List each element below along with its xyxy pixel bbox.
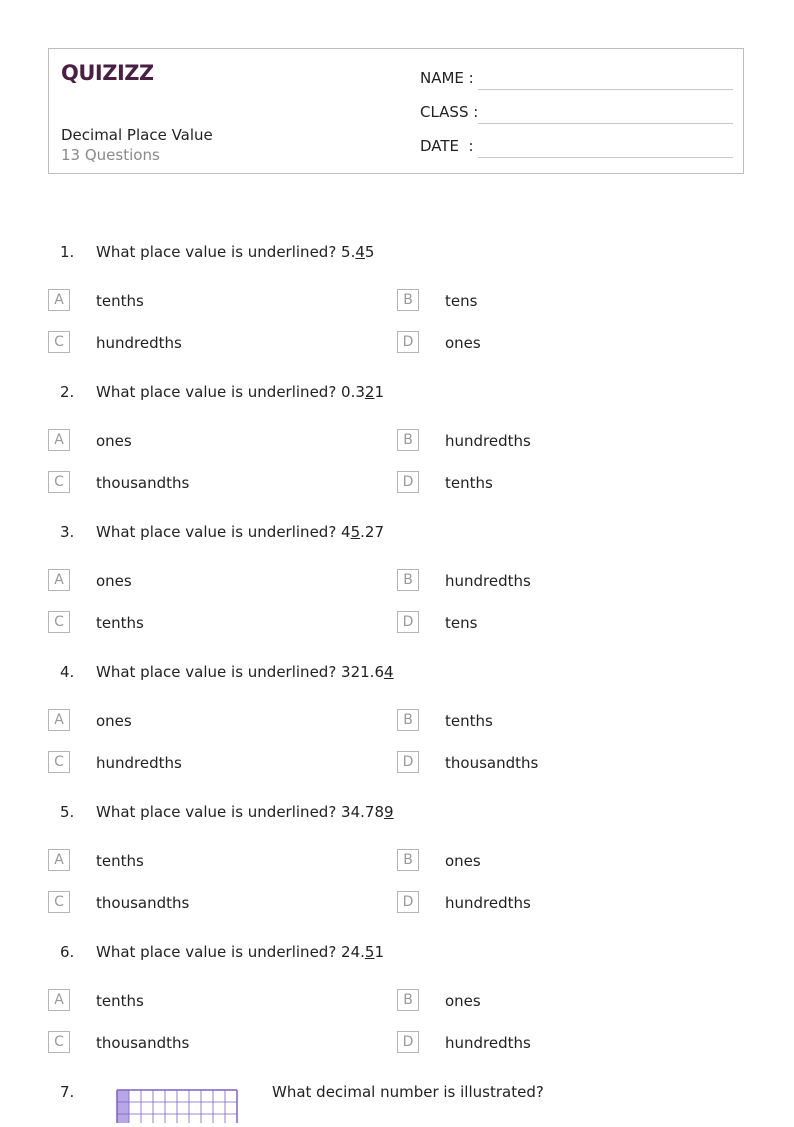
option-letter-box[interactable]: C bbox=[48, 611, 70, 633]
option-text[interactable]: tenths bbox=[96, 614, 144, 632]
option-letter-box[interactable]: C bbox=[48, 331, 70, 353]
option-text[interactable]: ones bbox=[96, 432, 132, 450]
option-letter-box[interactable]: A bbox=[48, 569, 70, 591]
option-letter-box[interactable]: C bbox=[48, 1031, 70, 1053]
question-number: 3. bbox=[60, 523, 75, 541]
option-letter-box[interactable]: D bbox=[397, 751, 419, 773]
option-letter-box[interactable]: A bbox=[48, 429, 70, 451]
option-letter-box[interactable]: D bbox=[397, 471, 419, 493]
option-letter-box[interactable]: C bbox=[48, 471, 70, 493]
option-text[interactable]: ones bbox=[96, 572, 132, 590]
question-number: 4. bbox=[60, 663, 75, 681]
option-text[interactable]: tenths bbox=[445, 712, 493, 730]
option-text[interactable]: tens bbox=[445, 292, 478, 310]
decimal-grid-illustration bbox=[116, 1089, 238, 1127]
question-text: What place value is underlined? 0.321 bbox=[96, 383, 384, 401]
option-text[interactable]: hundredths bbox=[96, 334, 182, 352]
question-number: 1. bbox=[60, 243, 75, 261]
question-text: What place value is underlined? 5.45 bbox=[96, 243, 375, 261]
option-text[interactable]: thousandths bbox=[96, 894, 190, 912]
question-text: What place value is underlined? 45.27 bbox=[96, 523, 384, 541]
question-number: 6. bbox=[60, 943, 75, 961]
question-number: 2. bbox=[60, 383, 75, 401]
question-text: What place value is underlined? 321.64 bbox=[96, 663, 394, 681]
option-text[interactable]: hundredths bbox=[96, 754, 182, 772]
option-text[interactable]: hundredths bbox=[445, 894, 531, 912]
option-text[interactable]: hundredths bbox=[445, 572, 531, 590]
option-text[interactable]: ones bbox=[445, 852, 481, 870]
worksheet-header bbox=[48, 48, 744, 174]
option-text[interactable]: thousandths bbox=[96, 1034, 190, 1052]
option-letter-box[interactable]: D bbox=[397, 891, 419, 913]
quizizz-logo bbox=[61, 58, 153, 92]
worksheet-title: Decimal Place Value bbox=[61, 126, 213, 144]
option-letter-box[interactable]: D bbox=[397, 1031, 419, 1053]
option-letter-box[interactable]: B bbox=[397, 989, 419, 1011]
option-text[interactable]: tens bbox=[445, 614, 478, 632]
hundred-grid-svg bbox=[116, 1089, 238, 1123]
option-text[interactable]: ones bbox=[445, 334, 481, 352]
option-text[interactable]: tenths bbox=[96, 852, 144, 870]
svg-text:QUIZIZZ: QUIZIZZ bbox=[61, 61, 153, 85]
option-text[interactable]: tenths bbox=[445, 474, 493, 492]
option-text[interactable]: hundredths bbox=[445, 432, 531, 450]
option-letter-box[interactable]: C bbox=[48, 891, 70, 913]
option-letter-box[interactable]: D bbox=[397, 331, 419, 353]
option-text[interactable]: tenths bbox=[96, 992, 144, 1010]
option-text[interactable]: ones bbox=[445, 992, 481, 1010]
option-text[interactable]: thousandths bbox=[445, 754, 539, 772]
option-letter-box[interactable]: B bbox=[397, 429, 419, 451]
date-label: DATE : bbox=[420, 137, 474, 155]
option-letter-box[interactable]: B bbox=[397, 849, 419, 871]
class-label: CLASS : bbox=[420, 103, 479, 121]
option-letter-box[interactable]: A bbox=[48, 849, 70, 871]
question-number: 7. bbox=[60, 1083, 75, 1101]
option-text[interactable]: hundredths bbox=[445, 1034, 531, 1052]
question-text: What decimal number is illustrated? bbox=[272, 1083, 544, 1101]
shaded-column bbox=[117, 1090, 129, 1123]
option-letter-box[interactable]: A bbox=[48, 289, 70, 311]
option-letter-box[interactable]: A bbox=[48, 709, 70, 731]
question-number: 5. bbox=[60, 803, 75, 821]
option-letter-box[interactable]: B bbox=[397, 709, 419, 731]
option-letter-box[interactable]: B bbox=[397, 569, 419, 591]
question-text: What place value is underlined? 34.789 bbox=[96, 803, 394, 821]
option-letter-box[interactable]: B bbox=[397, 289, 419, 311]
option-text[interactable]: thousandths bbox=[96, 474, 190, 492]
question-text: What place value is underlined? 24.51 bbox=[96, 943, 384, 961]
name-label: NAME : bbox=[420, 69, 474, 87]
name-field[interactable] bbox=[478, 89, 733, 90]
option-text[interactable]: ones bbox=[96, 712, 132, 730]
option-letter-box[interactable]: A bbox=[48, 989, 70, 1011]
option-letter-box[interactable]: D bbox=[397, 611, 419, 633]
option-text[interactable]: tenths bbox=[96, 292, 144, 310]
date-field[interactable] bbox=[478, 157, 733, 158]
option-letter-box[interactable]: C bbox=[48, 751, 70, 773]
question-count: 13 Questions bbox=[61, 146, 160, 164]
class-field[interactable] bbox=[478, 123, 733, 124]
